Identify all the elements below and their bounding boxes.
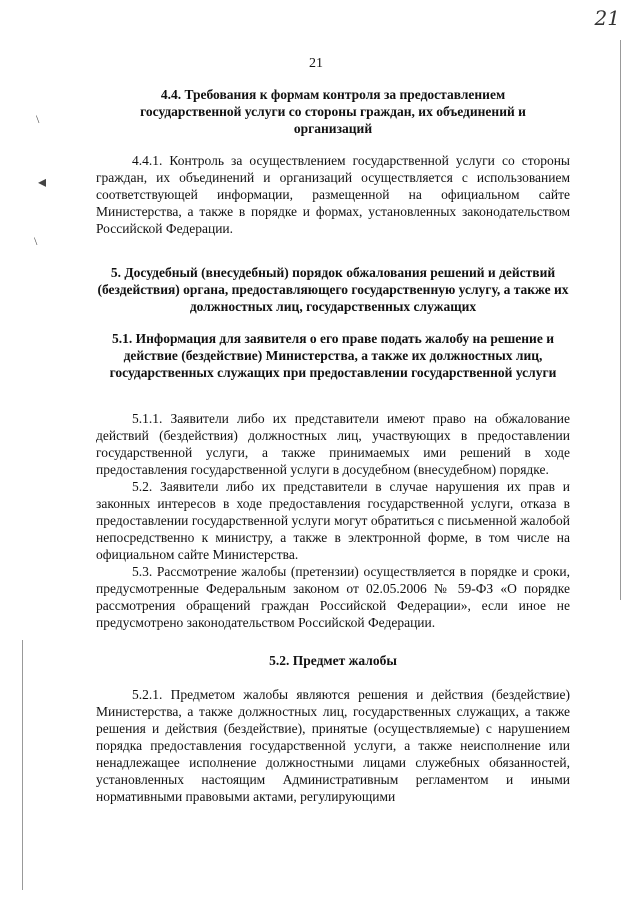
section-4-4-body [96, 152, 570, 237]
paragraph-4-4-1: 4.4.1. Контроль за осуществлением государственной услуги со стороны граждан, их объединений и организаций осуществляется с использованием соответствующей информации, размещенной на официальном сайте Министерства, а также в порядке и формах, установленных законодательством Российской Федерации. [96, 153, 570, 236]
section-5 [96, 264, 570, 315]
section-5-1 [96, 330, 570, 381]
paragraph-5-1-1: 5.1.1. Заявители либо их представители имеют право на обжалование действий (бездействия) должностных лиц, участвующих в предоставлении государственной услуги, а также принимаемых ими решений в ходе предоставления государственной услуги в досудебном (внесудебном) порядке. [96, 411, 570, 477]
paragraph [96, 686, 570, 805]
scan-edge-line-right [620, 40, 621, 600]
section-5-2 [96, 652, 570, 669]
scan-edge-line-left [22, 640, 23, 890]
paragraph [96, 410, 570, 631]
scan-mark: ◂ [38, 174, 47, 191]
paragraph-5-2: 5.2. Заявители либо их представители в случае нарушения их прав и законных интересов в ходе предоставления государственной услуги, отказа в предоставлении государственной услуги могут обратиться с письменной жалобой непосредственно к министру, а также в электронной форме, в том числе на официальном сайте Министерства. [96, 479, 570, 562]
section-5-2-body [96, 686, 570, 805]
section-heading: 4.4. Требования к формам контроля за предоставлением государственной услуги со стороны граждан, их объединений и организаций [140, 87, 526, 136]
scan-mark: \ [34, 234, 38, 248]
section-4-4 [96, 86, 570, 137]
section-heading: 5.2. Предмет жалобы [269, 653, 397, 668]
paragraph [96, 152, 570, 237]
paragraph-5-2-1: 5.2.1. Предметом жалобы являются решения и действия (бездействие) Министерства, а также должностных лиц, государственных служащих, а также решения и действия (бездействие), принятые (осуществляемые) с нарушением порядка предоставления государственной услуги, а также неисполнение или ненадлежащее исполнение должностными лицами служебных обязанностей, установленных настоящим Административным регламентом и иными нормативными правовыми актами, регулирующими [96, 687, 570, 804]
paragraph-5-3: 5.3. Рассмотрение жалобы (претензии) осуществляется в порядке и сроки, предусмотренные Федеральным законом от 02.05.2006 № 59-ФЗ «О порядке рассмотрения обращений граждан Российской Федерации», если иное не предусмотрено законодательством Российской Федерации. [96, 564, 570, 630]
scan-mark: \ [36, 112, 40, 126]
page-number: 21 [309, 56, 323, 71]
handwritten-page-number: 21 [594, 6, 620, 30]
section-heading: 5.1. Информация для заявителя о его праве подать жалобу на решение и действие (бездействие) Министерства, а также их должностных лиц, государственных служащих при предоставлении государственной услуги [109, 331, 557, 380]
section-5-1-body [96, 410, 570, 631]
section-heading: 5. Досудебный (внесудебный) порядок обжалования решений и действий (бездействия) органа, предоставляющего государственную услугу, а также их должностных лиц, государственных служащих [97, 265, 569, 314]
